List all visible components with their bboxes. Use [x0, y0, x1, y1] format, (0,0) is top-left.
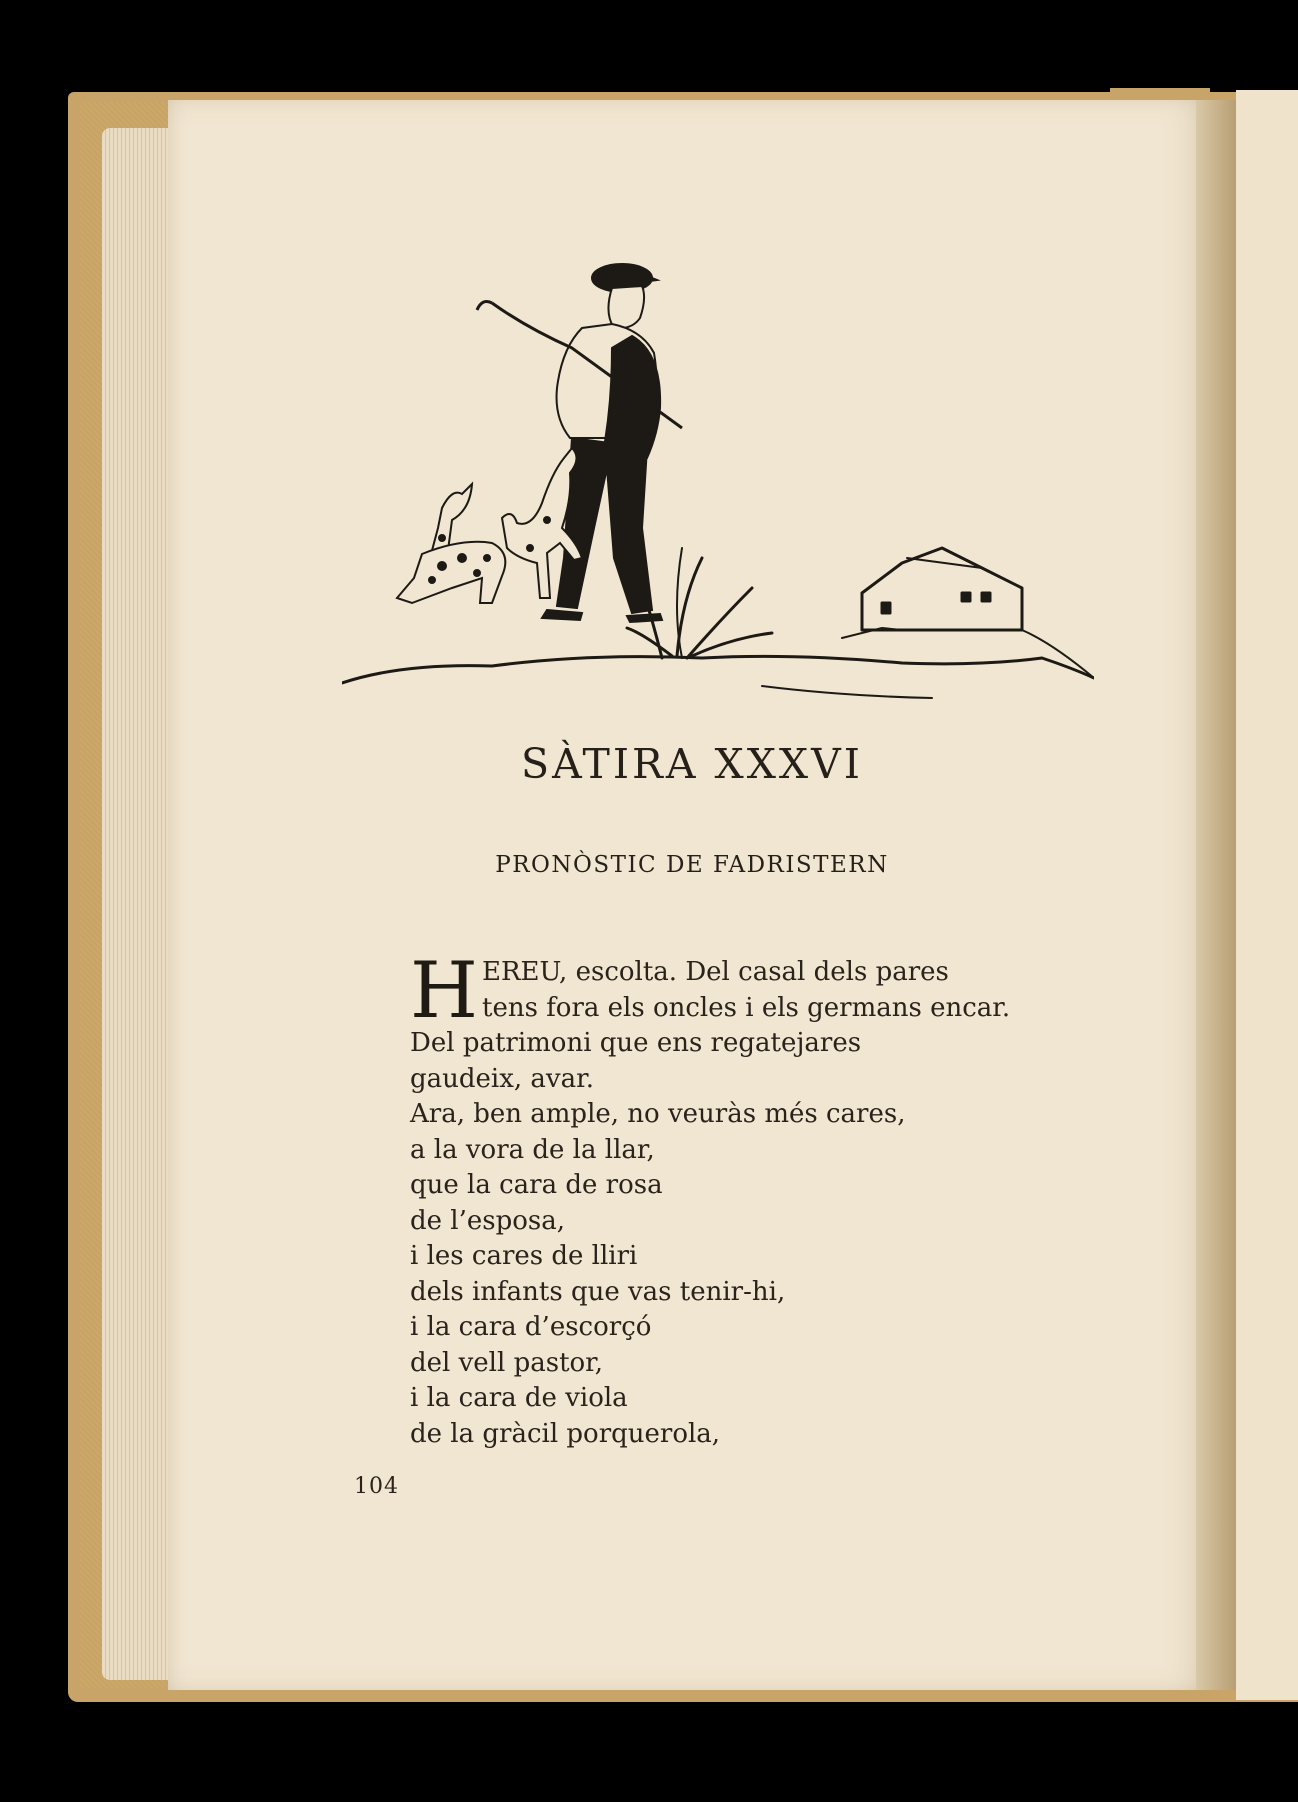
drop-cap: H	[410, 946, 479, 1036]
page-title: SÀTIRA XXXVI	[521, 740, 863, 788]
poem-text	[410, 955, 1070, 1452]
page-number: 104	[354, 1474, 399, 1499]
poem-line: de la gràcil porquerola,	[410, 1418, 721, 1449]
poem-line: tens fora els oncles i els germans encar.	[482, 992, 1011, 1023]
poem-line: i la cara de viola	[410, 1383, 628, 1413]
poem-line: i les cares de lliri	[410, 1241, 638, 1271]
poem-line: del vell pastor,	[410, 1347, 604, 1378]
right-page-edge	[1236, 90, 1298, 1700]
poem-line: EREU, escolta. Del casal dels pares	[482, 957, 949, 987]
poem-line: a la vora de la llar,	[410, 1134, 655, 1165]
poem-line: Del patrimoni que ens regatejares	[410, 1028, 862, 1058]
poem-line: i la cara d’escorçó	[410, 1312, 652, 1342]
page-subtitle: PRONÒSTIC DE FADRISTERN	[495, 852, 889, 878]
poem-line: que la cara de rosa	[410, 1170, 663, 1200]
poem-line: gaudeix, avar.	[410, 1063, 594, 1094]
poem-line: de l’esposa,	[410, 1205, 566, 1236]
poem-line: dels infants que vas tenir-hi,	[410, 1276, 786, 1307]
poem-line: Ara, ben ample, no veuràs més cares,	[410, 1099, 906, 1129]
farmer-illustration	[342, 258, 1094, 710]
book-gutter	[1196, 100, 1236, 1690]
